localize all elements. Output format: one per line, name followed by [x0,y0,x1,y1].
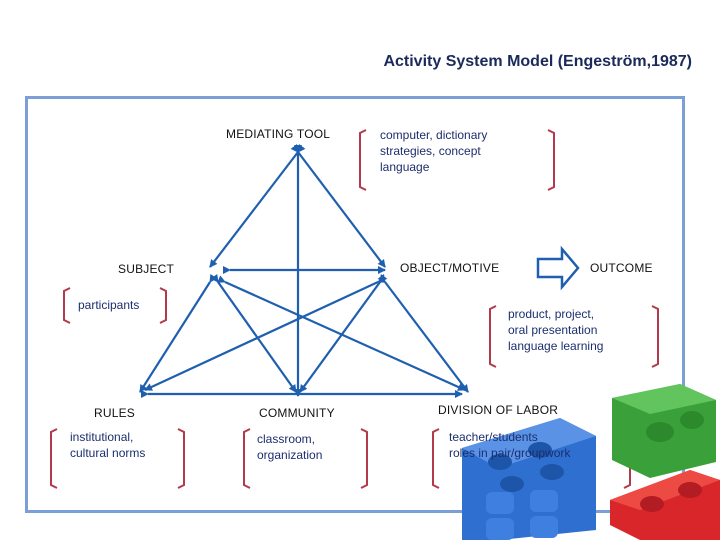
bracket-right-community [361,429,367,488]
note-rules [70,429,145,461]
node-community: COMMUNITY [259,406,335,420]
note-line: participants [78,298,140,312]
note-line: strategies, concept [380,144,481,158]
node-rules: RULES [94,406,136,420]
bracket-right-subject [160,288,166,323]
note-line: language learning [508,339,604,353]
outcome-arrow-icon [538,249,578,287]
note-line: computer, dictionary [380,128,488,142]
bracket-left-tool [360,130,366,190]
note-line: roles in pair/groupwork [449,446,571,460]
bracket-left-subject [64,288,70,323]
note-line: oral presentation [508,323,598,337]
bracket-right-tool [548,130,554,190]
bracket-left-object [490,306,496,367]
note-line: classroom, [257,432,316,446]
bracket-left-division [433,429,439,488]
note-subject [78,297,139,313]
note-line: organization [257,448,323,462]
note-line: product, project, [508,307,595,321]
node-outcome: OUTCOME [590,261,653,275]
note-line: institutional, [70,430,134,444]
note-line: language [380,160,430,174]
bracket-left-community [244,429,250,488]
note-tool [380,127,487,175]
arrow-tool-object [298,152,385,267]
note-object [508,306,603,354]
note-division [449,429,570,461]
arrow-tool-subject [210,152,298,267]
note-line: cultural norms [70,446,146,460]
node-subject: SUBJECT [118,262,175,276]
node-object-motive: OBJECT/MOTIVE [400,261,500,275]
bracket-right-object [652,306,658,367]
node-mediating-tool: MEDIATING TOOL [226,127,331,141]
bracket-left-rules [51,429,57,488]
page-title: Activity System Model (Engeström,1987) [383,53,692,70]
note-line: teacher/students [449,430,538,444]
note-community [257,431,322,463]
bracket-right-rules [178,429,184,488]
node-division-of-labor: DIVISION OF LABOR [438,403,559,417]
arrow-object-division [385,282,468,392]
